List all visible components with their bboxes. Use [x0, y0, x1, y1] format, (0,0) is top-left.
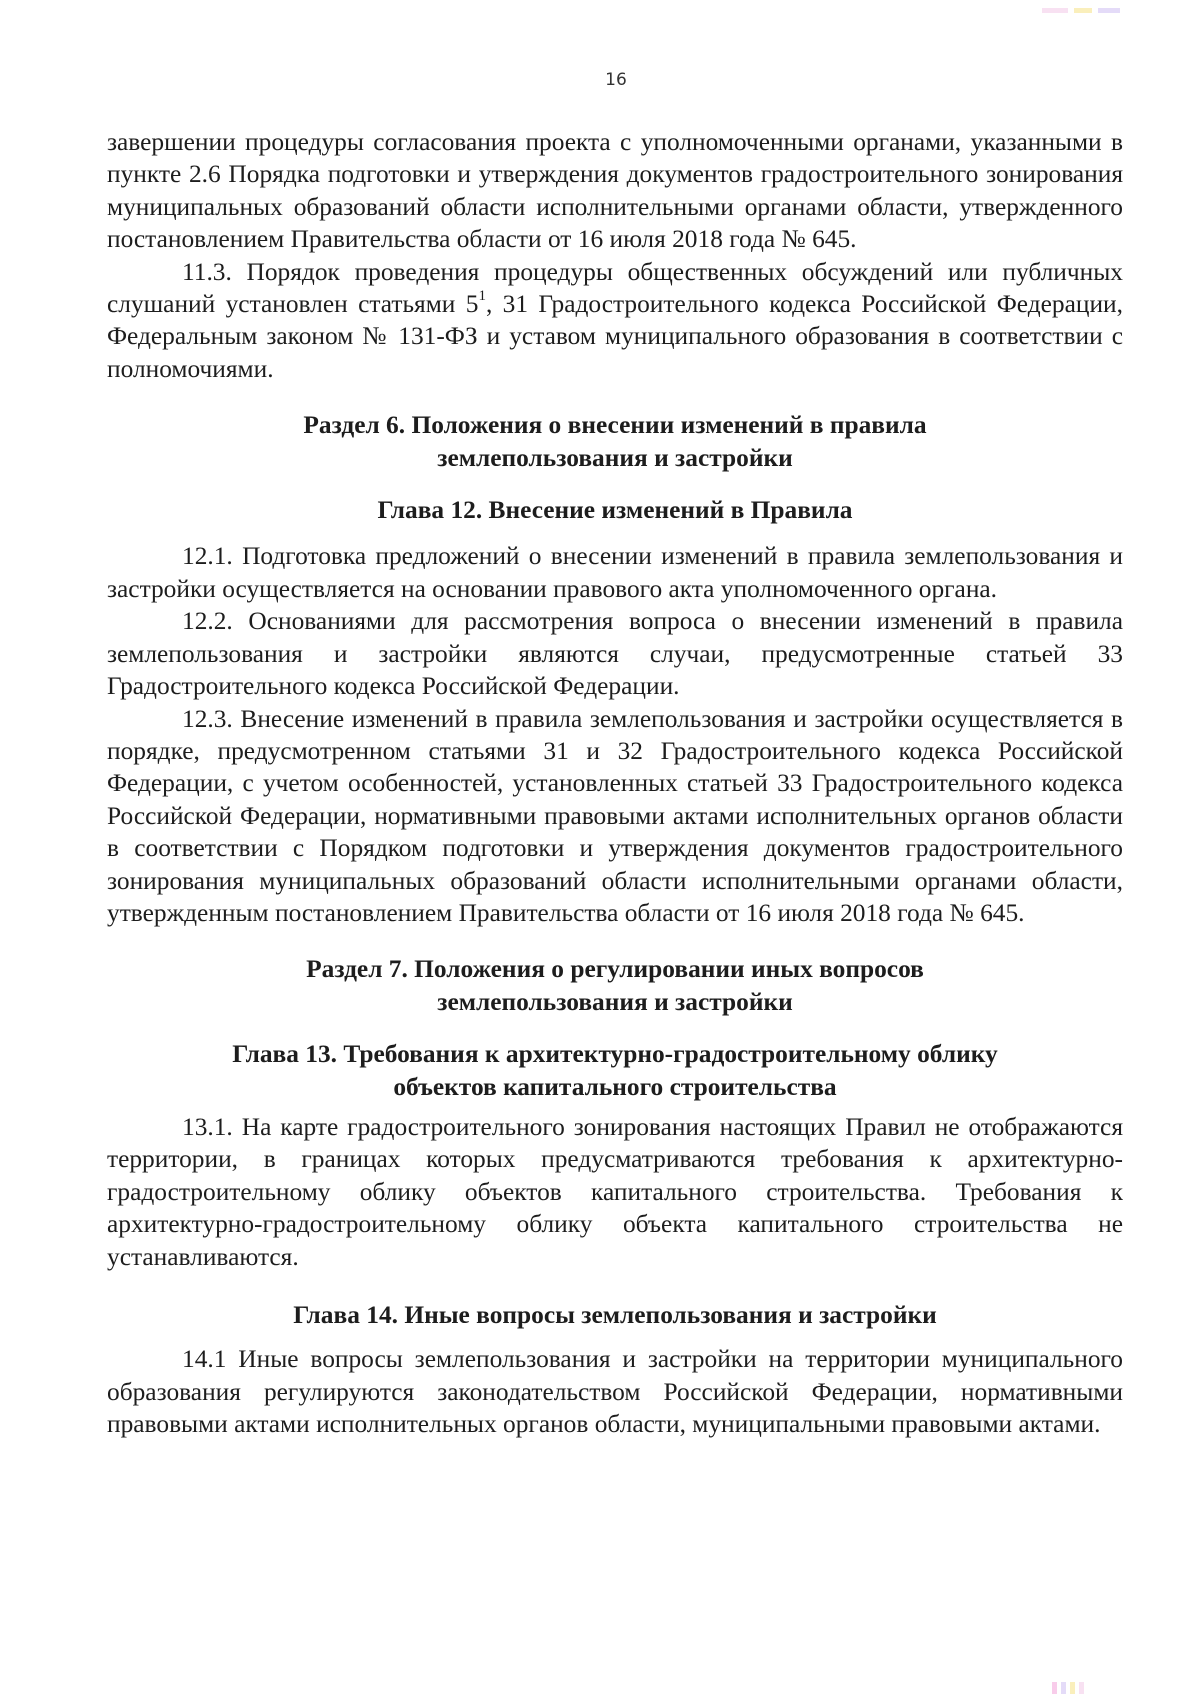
paragraph-12-1: 12.1. Подготовка предложений о внесении изменений в правила землепользования и застройки осуществляется на основании правового акта уполномоченного органа.: [107, 542, 1123, 603]
page-number: 16: [605, 70, 627, 90]
chapter-14-heading: Глава 14. Иные вопросы землепользования и застройки: [293, 1301, 937, 1329]
paragraph-11-3: [107, 256, 1123, 386]
chapter-12-heading: Глава 12. Внесение изменений в Правила: [377, 496, 853, 525]
paragraph-12-3: 12.3. Внесение изменений в правила землепользования и застройки осуществляется в порядке, предусмотренном статьями 31 и 32 Градостроительного кодекса Российской Федерации, с учетом особенностей, установленных статьей 33 Градостроительного кодекса Российской Федерации, нормативными правовыми актами исполнительных органов области в соответствии с Порядком подготовки и утверждения документов градостроительного зонирования муниципальных образований области исполнительными органами области, утвержденным постановлением Правительства области от 16 июля 2018 года № 645.: [107, 704, 1123, 927]
chapter-13-heading-line-1: Глава 13. Требования к архитектурно-градостроительному облику: [232, 1040, 998, 1069]
document-body: [107, 126, 1123, 1441]
section-6-heading-line-1: Раздел 6. Положения о внесении изменений в правила: [303, 411, 927, 440]
section-6-heading: [107, 409, 1123, 474]
scan-edge-marks-top: [1042, 0, 1182, 5]
section-7-heading: [107, 953, 1123, 1018]
section-7-heading-line-1: Раздел 7. Положения о регулировании иных вопросов: [306, 955, 924, 984]
chapter-13-heading: [107, 1038, 1123, 1103]
section-7-heading-line-2: землепользования и застройки: [437, 987, 793, 1016]
paragraph-11-3-text-b: , 31 Градостроительного кодекса Российской Федерации, Федеральным законом № 131-ФЗ и уставом муниципального образования в соответствии с полномочиями.: [107, 290, 1123, 383]
paragraph-12-2: 12.2. Основаниями для рассмотрения вопроса о внесении изменений в правила землепользования и застройки являются случаи, предусмотренные статьей 33 Градостроительного кодекса Российской Федерации.: [107, 607, 1123, 701]
superscript-1: 1: [478, 288, 486, 305]
paragraph-11-3-text-a: 11.3. Порядок проведения процедуры общественных обсуждений или публичных слушаний установлен статьями 5: [107, 257, 1123, 319]
section-6-heading-line-2: землепользования и застройки: [437, 443, 793, 472]
scan-edge-marks-bottom: [1052, 1681, 1172, 1693]
chapter-13-heading-line-2: объектов капитального строительства: [393, 1072, 837, 1101]
paragraph-14-1: 14.1 Иные вопросы землепользования и застройки на территории муниципального образования регулируются законодательством Российской Федерации, нормативными правовыми актами исполнительных органов области, муниципальными правовыми актами.: [107, 1345, 1123, 1439]
paragraph-13-1: 13.1. На карте градостроительного зонирования настоящих Правил не отображаются территории, в границах которых предусматриваются требования к архитектурно-градостроительному облику объектов капитального строительства. Требования к архитектурно-градостроительному облику объекта капитального строительства не устанавливаются.: [107, 1112, 1123, 1271]
paragraph-intro: завершении процедуры согласования проекта с уполномоченными органами, указанными в пункте 2.6 Порядка подготовки и утверждения документов градостроительного зонирования муниципальных образований области исполнительными органами области, утвержденного постановлением Правительства области от 16 июля 2018 года № 645.: [107, 128, 1123, 254]
